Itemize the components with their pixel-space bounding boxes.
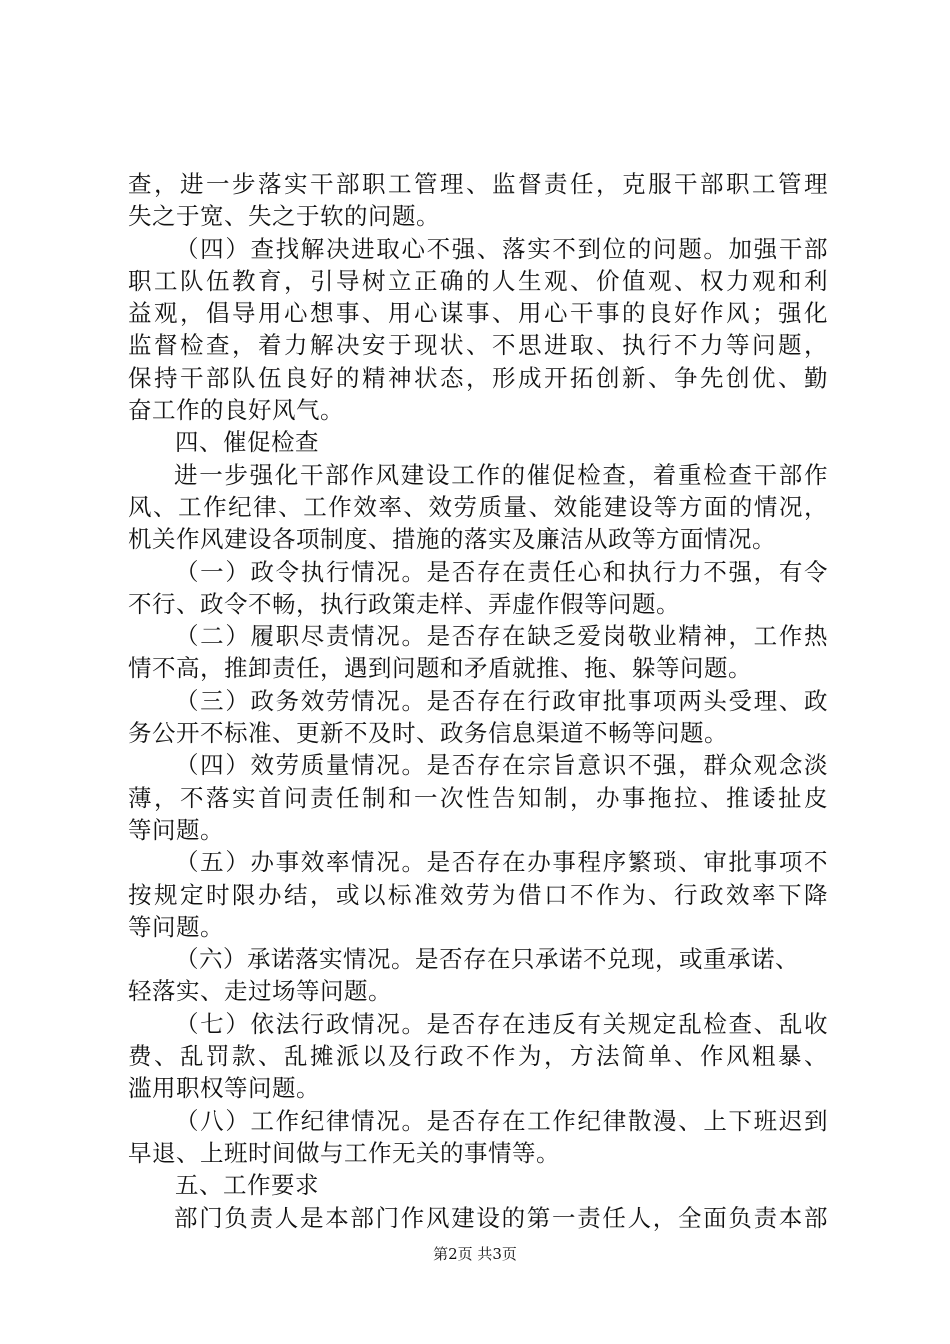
paragraph-start: 部门负责人是本部门作风建设的第一责任人，全面负责本部 <box>174 1203 828 1232</box>
text-line: 失之于宽、失之于软的问题。 <box>128 202 440 231</box>
text-line: 务公开不标准、更新不及时、政务信息渠道不畅等问题。 <box>128 719 728 748</box>
text-line: 保持干部队伍良好的精神状态，形成开拓创新、争先创优、勤 <box>128 363 828 392</box>
text-line: 益观，倡导用心想事、用心谋事、用心干事的良好作风；强化 <box>128 299 828 328</box>
document-body <box>128 168 828 1234</box>
text-line: 查，进一步落实干部职工管理、监督责任，克服干部职工管理 <box>128 170 828 198</box>
text-line: 薄，不落实首问责任制和一次性告知制，办事拖拉、推诿扯皮 <box>128 783 828 812</box>
text-line: 风、工作纪律、工作效率、效劳质量、效能建设等方面的情况， <box>128 492 828 521</box>
text-line: 等问题。 <box>128 912 224 941</box>
paragraph-start: （三）政务效劳情况。是否存在行政审批事项两头受理、政 <box>175 686 828 715</box>
page-footer: 第2页 共3页 <box>433 1245 517 1263</box>
text-line: 按规定时限办结，或以标准效劳为借口不作为、行政效率下降 <box>128 880 828 909</box>
paragraph-start: （六）承诺落实情况。是否存在只承诺不兑现，或重承诺、 <box>175 945 799 974</box>
paragraph-start: （二）履职尽责情况。是否存在缺乏爱岗敬业精神，工作热 <box>175 622 828 651</box>
text-line: 职工队伍教育，引导树立正确的人生观、价值观、权力观和利 <box>128 266 828 295</box>
paragraph-start: （五）办事效率情况。是否存在办事程序繁琐、审批事项不 <box>175 848 828 877</box>
text-line: 机关作风建设各项制度、措施的落实及廉洁从政等方面情况。 <box>128 525 776 554</box>
text-line: 情不高，推卸责任，遇到问题和矛盾就推、拖、躲等问题。 <box>128 654 752 683</box>
text-line: 滥用职权等问题。 <box>128 1074 320 1103</box>
paragraph-start: 进一步强化干部作风建设工作的催促检查，着重检查干部作 <box>174 460 828 489</box>
text-line: 监督检查，着力解决安于现状、不思进取、执行不力等问题， <box>128 331 828 360</box>
paragraph-start: （八）工作纪律情况。是否存在工作纪律散漫、上下班迟到 <box>175 1106 828 1135</box>
text-line: 不行、政令不畅，执行政策走样、弄虚作假等问题。 <box>128 589 680 618</box>
text-line: 费、乱罚款、乱摊派以及行政不作为，方法简单、作风粗暴、 <box>128 1042 828 1071</box>
text-line: 奋工作的良好风气。 <box>128 396 344 425</box>
text-line: 轻落实、走过场等问题。 <box>128 977 392 1006</box>
text-line: 早退、上班时间做与工作无关的事情等。 <box>128 1138 560 1167</box>
paragraph-start: （一）政令执行情况。是否存在责任心和执行力不强，有令 <box>175 557 828 586</box>
paragraph-start: （七）依法行政情况。是否存在违反有关规定乱检查、乱收 <box>175 1009 828 1038</box>
section-heading: 四、催促检查 <box>175 428 319 457</box>
text-line: 等问题。 <box>128 815 224 844</box>
paragraph-start: （四）查找解决进取心不强、落实不到位的问题。加强干部 <box>175 234 828 263</box>
paragraph-start: （四）效劳质量情况。是否存在宗旨意识不强，群众观念淡 <box>175 751 828 780</box>
section-heading: 五、工作要求 <box>175 1171 319 1200</box>
